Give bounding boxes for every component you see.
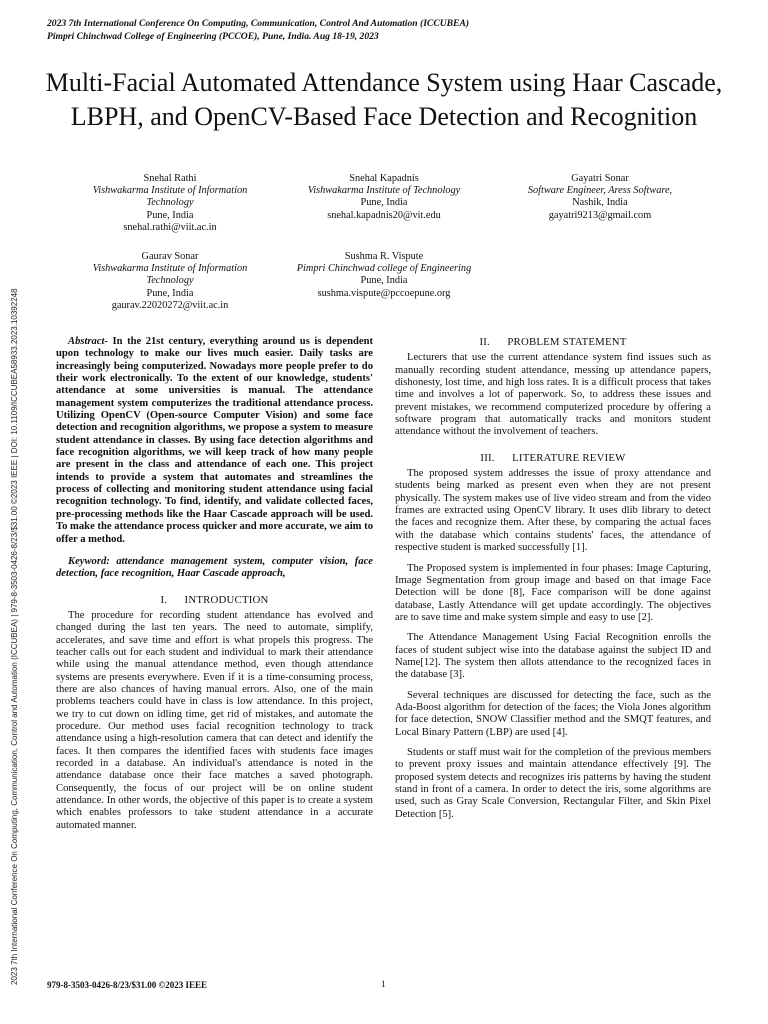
- author-block: [280, 251, 488, 300]
- keywords-label: Keyword:: [68, 555, 110, 567]
- author-location: Nashik, India: [572, 197, 628, 209]
- author-email: gayatri9213@gmail.com: [548, 209, 652, 221]
- author-name: Gaurav Sonar: [141, 251, 199, 262]
- author-block: [80, 173, 260, 234]
- page-number: 1: [381, 980, 386, 990]
- author-block: [285, 173, 483, 222]
- paragraph: Several techniques are discussed for detecting the face, such as the Ada-Boost algorithm for detection of the faces; the Viola Jones algorithm for face detection, SNOW Classifier method and the SMQT features, and Local Binary Pattern (LBP) are used [4].: [395, 689, 711, 738]
- author-email: gaurav.22020272@viit.ac.in: [111, 299, 229, 311]
- author-name: Snehal Kapadnis: [349, 173, 419, 184]
- left-column: [56, 336, 373, 832]
- author-email: sushma.vispute@pccoepune.org: [317, 287, 451, 299]
- paragraph: The Attendance Management Using Facial Recognition enrolls the faces of student subject wise into the database against the subject ID and Name[12]. The system then allots attendance to the recognized faces in the database [3].: [395, 632, 711, 681]
- author-email: snehal.rathi@viit.ac.in: [123, 221, 217, 233]
- keywords-text: attendance management system, computer vision, face detection, face recognition, Haar Cascade approach,: [56, 555, 373, 580]
- conference-header-line1: 2023 7th International Conference On Computing, Communication, Control And Automation (ICCUBEA): [47, 18, 470, 29]
- author-name: Gayatri Sonar: [571, 173, 629, 184]
- paragraph: Students or staff must wait for the completion of the previous members to prevent proxy issues and maintain attendance effectively [9]. The proposed system detects and recognizes iris patterns by having the student stand in front of a camera. In order to detect the iris, some algorithms are used, such as Gray Scale Conversion, Rectangular Filter, and Skin Pixel Detection [5].: [395, 746, 711, 820]
- author-affiliation: Vishwakarma Institute of Information Technology: [92, 263, 248, 287]
- conference-header: [47, 18, 469, 43]
- author-affiliation: Pimpri Chinchwad college of Engineering: [296, 263, 472, 275]
- conference-header-line2: Pimpri Chinchwad College of Engineering (PCCOE), Pune, India. Aug 18-19, 2023: [47, 30, 379, 42]
- abstract-text: In the 21st century, everything around us is dependent upon technology to make our lives much easier. Daily tasks are increasingly being computerized. Nowadays more people prefer to do their work electronically. To the extent of our knowledge, students' attendance at some universities is manual. The attendance management system computerizes the traditional attendance process. Utilizing OpenCV (Open-source Computer Vision) and some face detection and recognition algorithms, we propose a system to measure student attendance in classes. By using face detection algorithms and face recognition algorithms, we will keep track of how many people are present in the class and attendance of each one. This project intends to provide a system that automates and streamlines the process of collecting and monitoring student attendance using facial recognition technology. To find, identify, and validate collected faces, pre-processing methods like the Haar Cascade approach will be used. To make the attendance process quicker and more accurate, we aim to offer a method.: [56, 336, 373, 545]
- paragraph: The procedure for recording student attendance has evolved and changed during the last ten years. The need to automate, simplify, accelerates, and save time and effort is what propels this progress. The teacher calls out for each student and individual to mark their attendance while using the manual attendance method, even though attendance systems are presents everywhere. Even if it is a time-consuming process, there are also chances of having manual errors. Also, one of the main problems teachers could have in class is low attendance. In this project, we try to cut down on idling time, get rid of mistakes, and automate the procedure. Our method uses facial recognition technology to track attendance using a high-resolution camera that can detect and identify the faces. It then compares the identified faces with students face images recorded in a database. An individual's attendance is noted in the attendance database once their face matches a saved photograph. Consequently, the focus of our project will be on online student attendance. In other words, the objective of this paper is to create a system which enables professors to take student attendance in a accurate automated manner.: [56, 609, 373, 831]
- author-affiliation: Vishwakarma Institute of Technology: [307, 185, 461, 197]
- paper-title: Multi-Facial Automated Attendance System using Haar Cascade, LBPH, and OpenCV-Based Face Detection and Recognition: [45, 68, 723, 131]
- author-location: Pune, India: [360, 275, 408, 287]
- author-name: Snehal Rathi: [143, 173, 197, 184]
- author-location: Pune, India: [360, 197, 408, 209]
- author-name: Sushma R. Vispute: [344, 251, 424, 262]
- abstract-label: Abstract-: [68, 336, 109, 347]
- keywords: [56, 556, 373, 581]
- doi-sidebar: 2023 7th International Conference On Computing, Communication, Control and Automation (ICCUBEA) | 979-8-3503-0426-8/23/$31.00 ©2023 IEEE | DOI: 10.1109/ICCUBEA58933.2023.10392248: [10, 288, 19, 985]
- section-heading-literature-review: III. LITERATURE REVIEW: [480, 451, 626, 464]
- author-location: Pune, India: [146, 209, 194, 221]
- author-block: [80, 251, 260, 312]
- author-email: snehal.kapadnis20@vit.edu: [327, 209, 441, 221]
- author-block: [505, 173, 695, 222]
- paragraph: The proposed system addresses the issue of proxy attendance and students being marked as present even when they are not present physically. The system makes use of live video stream and from the video frames are extracted using OpenCV library. It uses dlib library to detect the faces and recognize them. After these, by comparing the actual faces with the database which contains students' faces, the attendance of respective student is marked successfully [1].: [395, 468, 711, 554]
- section-heading-introduction: I. INTRODUCTION: [160, 593, 269, 606]
- author-affiliation: Vishwakarma Institute of Information Technology: [92, 185, 248, 209]
- footer-isbn: 979-8-3503-0426-8/23/$31.00 ©2023 IEEE: [47, 980, 207, 990]
- paragraph: The Proposed system is implemented in four phases: Image Capturing, Image Segmentation from group image and based on that image Face Detection will be done [8], Face comparison will be done against database, Lastly Attendance will get update accordingly. The objectives are to save time and make system simple and easy to use [2].: [395, 562, 711, 623]
- right-column: [395, 336, 711, 821]
- author-affiliation: Software Engineer, Aress Software,: [527, 185, 673, 197]
- abstract: [56, 336, 373, 546]
- paragraph: Lecturers that use the current attendance system find issues such as manually recording student attendance, messing up attendance papers, dishonesty, lost time, and high loss rates. It is a difficult process that takes time and involves a lot of paperwork. So, to address these issues and prevent mistakes, we recommend computerized procedure by offering a software program that automatically tracks and monitors student attendance without the involvement of teachers.: [395, 352, 711, 438]
- section-heading-problem-statement: II. PROBLEM STATEMENT: [479, 336, 627, 348]
- author-location: Pune, India: [146, 287, 194, 299]
